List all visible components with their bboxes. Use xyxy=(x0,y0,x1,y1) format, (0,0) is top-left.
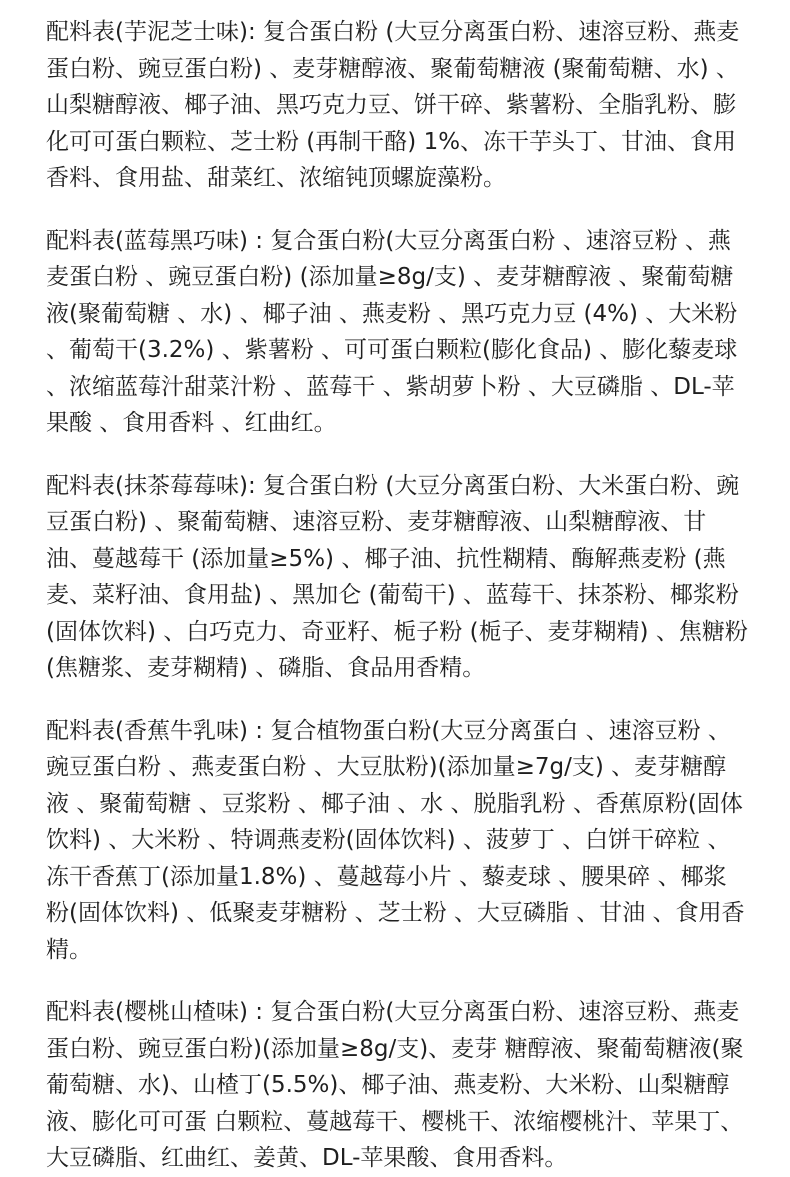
ingredient-paragraph-blueberry-dark-chocolate: 配料表(蓝莓黑巧味) : 复合蛋白粉(大豆分离蛋白粉 、速溶豆粉 、燕麦蛋白粉 、豌豆蛋白粉) (添加量≥8g/支) 、麦芽糖醇液 、聚葡萄糖液(聚葡萄糖 、水) 、椰子油 、燕麦粉 、黑巧克力豆 (4%) 、大米粉 、葡萄干(3.2%) 、紫薯粉 、可可蛋白颗粒(膨化食品) 、膨化藜麦球 、浓缩蓝莓汁甜菜汁粉 、蓝莓干 、紫胡萝卜粉 、大豆磷脂 、DL-苹果酸 、食用香料 、红曲红。 xyxy=(46,227,738,436)
ingredient-paragraph-cherry-hawthorn: 配料表(樱桃山楂味) : 复合蛋白粉(大豆分离蛋白粉、速溶豆粉、燕麦蛋白粉、豌豆蛋白粉)(添加量≥8g/支)、麦芽 糖醇液、聚葡萄糖液(聚葡萄糖、水)、山楂丁(5.5%)、椰子油、燕麦粉、大米粉、山梨糖醇液、膨化可可蛋 白颗粒、蔓越莓干、樱桃干、浓缩樱桃汁、苹果丁、大豆磷脂、红曲红、姜黄、DL-苹果酸、食用香料。 xyxy=(46,999,744,1171)
ingredient-paragraph-taro-cheese: 配料表(芋泥芝士味): 复合蛋白粉 (大豆分离蛋白粉、速溶豆粉、燕麦蛋白粉、豌豆蛋白粉) 、麦芽糖醇液、聚葡萄糖液 (聚葡萄糖、水) 、山梨糖醇液、椰子油、黑巧克力豆、饼干碎、紫薯粉、全脂乳粉、膨化可可蛋白颗粒、芝士粉 (再制干酪) 1%、冻干芋头丁、甘油、食用香料、食用盐、甜菜红、浓缩钝顶螺旋藻粉。 xyxy=(46,19,740,191)
ingredient-paragraph-banana-milk: 配料表(香蕉牛乳味) : 复合植物蛋白粉(大豆分离蛋白 、速溶豆粉 、豌豆蛋白粉 、燕麦蛋白粉 、大豆肽粉)(添加量≥7g/支) 、麦芽糖醇液 、聚葡萄糖 、豆浆粉 、椰子油 、水 、脱脂乳粉 、香蕉原粉(固体饮料) 、大米粉 、特调燕麦粉(固体饮料) 、菠萝丁 、白饼干碎粒 、冻干香蕉丁(添加量1.8%) 、蔓越莓小片 、藜麦球 、腰果碎 、椰浆粉(固体饮料) 、低聚麦芽糖粉 、芝士粉 、大豆磷脂 、甘油 、食用香精。 xyxy=(46,717,745,963)
ingredient-paragraph-matcha-berry: 配料表(抹茶莓莓味): 复合蛋白粉 (大豆分离蛋白粉、大米蛋白粉、豌豆蛋白粉) 、聚葡萄糖、速溶豆粉、麦芽糖醇液、山梨糖醇液、甘油、蔓越莓干 (添加量≥5%) 、椰子油、抗性糊精、酶解燕麦粉 (燕麦、菜籽油、食用盐) 、黑加仑 (葡萄干) 、蓝莓干、抹茶粉、椰浆粉 (固体饮料) 、白巧克力、奇亚籽、栀子粉 (栀子、麦芽糊精) 、焦糖粉 (焦糖浆、麦芽糊精) 、磷脂、食品用香精。 xyxy=(46,472,748,681)
